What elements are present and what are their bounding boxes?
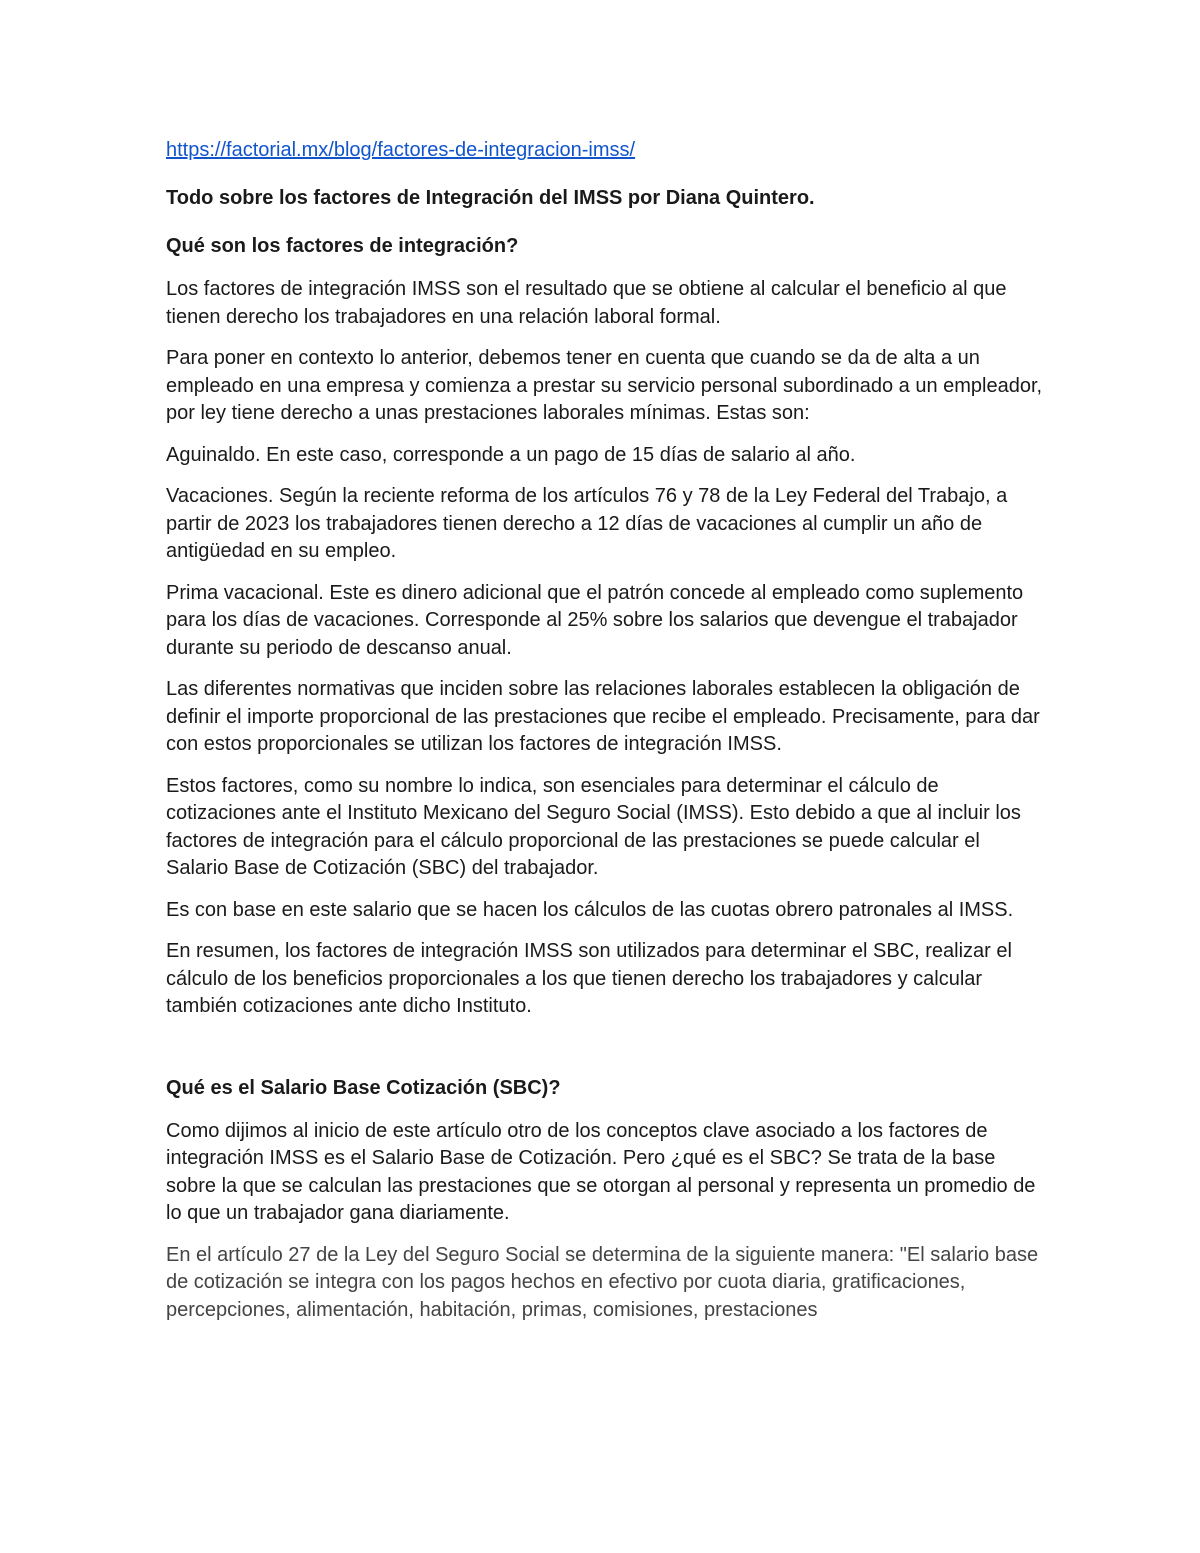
paragraph: Aguinaldo. En este caso, corresponde a un pago de 15 días de salario al año. <box>166 443 856 466</box>
document-page <box>166 136 1046 1338</box>
document-title: Todo sobre los factores de Integración del IMSS por Diana Quintero. <box>166 187 815 209</box>
paragraph: Las diferentes normativas que inciden sobre las relaciones laborales establecen la obligación de definir el importe proporcional de las prestaciones que recibe el empleado. Precisamente, para dar con estos proporcionales se utilizan los factores de integración IMSS. <box>166 678 1040 755</box>
section-spacer <box>166 1035 1046 1074</box>
section-heading-factores: Qué son los factores de integración? <box>166 235 519 257</box>
paragraph: Estos factores, como su nombre lo indica, son esenciales para determinar el cálculo de cotizaciones ante el Instituto Mexicano del Seguro Social (IMSS). Esto debido a que al incluir los factores de integración para el cálculo proporcional de las prestaciones se puede calcular el Salario Base de Cotización (SBC) del trabajador. <box>166 774 1021 879</box>
paragraph: Los factores de integración IMSS son el resultado que se obtiene al calcular el beneficio al que tienen derecho los trabajadores en una relación laboral formal. <box>166 278 1007 328</box>
paragraph: Para poner en contexto lo anterior, debemos tener en cuenta que cuando se da de alta a un empleado en una empresa y comienza a prestar su servicio personal subordinado a un empleador, por ley tiene derecho a unas prestaciones laborales mínimas. Estas son: <box>166 347 1043 424</box>
paragraph: Es con base en este salario que se hacen los cálculos de las cuotas obrero patronales al IMSS. <box>166 898 1014 921</box>
source-link[interactable]: https://factorial.mx/blog/factores-de-integracion-imss/ <box>166 139 636 161</box>
paragraph: Como dijimos al inicio de este artículo otro de los conceptos clave asociado a los factores de integración IMSS es el Salario Base de Cotización. Pero ¿qué es el SBC? Se trata de la base sobre la que se calculan las prestaciones que se otorgan al personal y representa un promedio de lo que un trabajador gana diariamente. <box>166 1119 1036 1224</box>
paragraph: Prima vacacional. Este es dinero adicional que el patrón concede al empleado como suplemento para los días de vacaciones. Corresponde al 25% sobre los salarios que devengue el trabajador durante su periodo de descanso anual. <box>166 581 1024 659</box>
paragraph-quote: En el artículo 27 de la Ley del Seguro Social se determina de la siguiente manera: "El salario base de cotización se integra con los pagos hechos en efectivo por cuota diaria, gratificaciones, percepciones, alimentación, habitación, primas, comisiones, prestaciones <box>166 1243 1039 1321</box>
paragraph: En resumen, los factores de integración IMSS son utilizados para determinar el SBC, realizar el cálculo de los beneficios proporcionales a los que tienen derecho los trabajadores y calcular también cotizaciones ante dicho Instituto. <box>166 940 1012 1017</box>
section-heading-sbc: Qué es el Salario Base Cotización (SBC)? <box>166 1076 561 1099</box>
paragraph: Vacaciones. Según la reciente reforma de los artículos 76 y 78 de la Ley Federal del Trabajo, a partir de 2023 los trabajadores tienen derecho a 12 días de vacaciones al cumplir un año de antigüedad en su empleo. <box>166 485 1008 562</box>
